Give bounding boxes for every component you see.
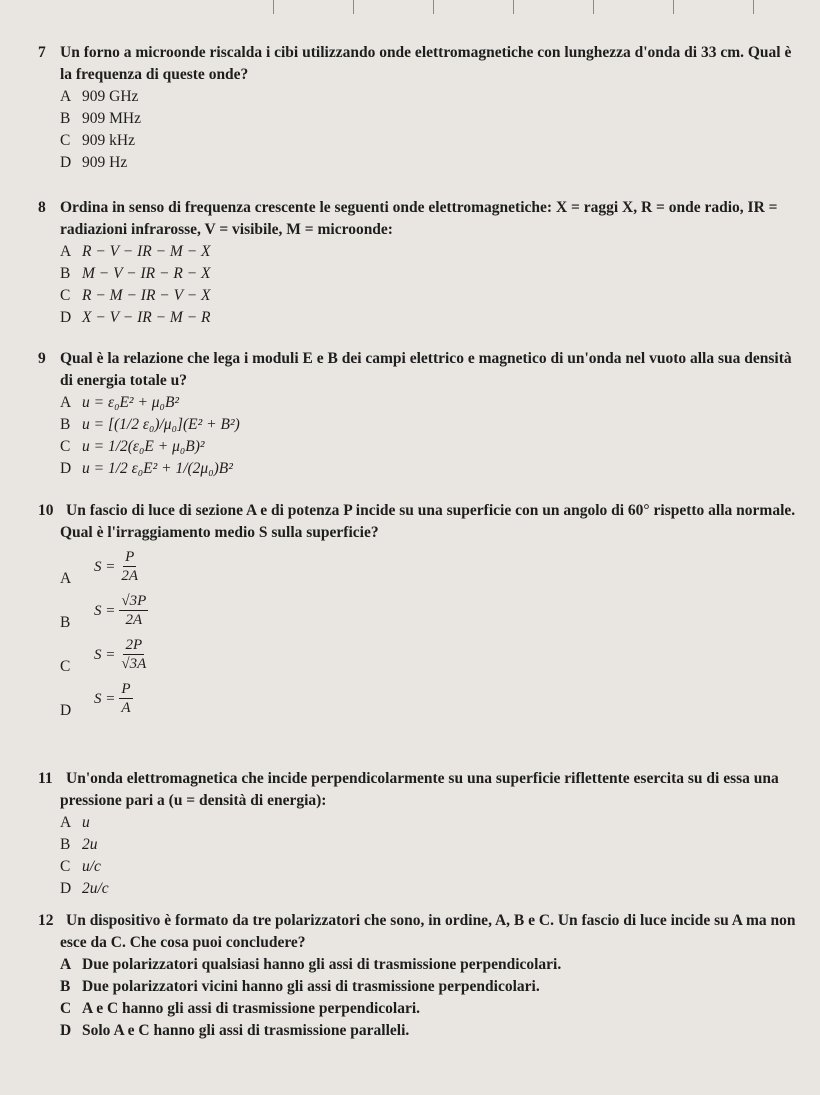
question-text: Un'onda elettromagnetica che incide perpendicolarmente su una superficie riflettente esercita su di essa una pressione pari a (u = densità di energia): bbox=[60, 770, 779, 809]
option-letter: D bbox=[60, 460, 72, 477]
option-b[interactable] bbox=[38, 592, 798, 636]
option-c[interactable] bbox=[38, 998, 798, 1020]
question-9 bbox=[38, 348, 798, 480]
option-letter: A bbox=[60, 394, 72, 411]
option-c[interactable] bbox=[38, 285, 798, 307]
option-c[interactable] bbox=[38, 436, 798, 458]
option-text: u/c bbox=[82, 858, 101, 875]
formula bbox=[94, 548, 140, 585]
option-text: R − V − IR − M − X bbox=[82, 243, 211, 260]
option-a[interactable] bbox=[38, 86, 798, 108]
option-text: 909 Hz bbox=[82, 154, 128, 171]
option-letter: C bbox=[60, 858, 71, 875]
option-b[interactable] bbox=[38, 108, 798, 130]
formula-denominator: √3A bbox=[121, 656, 147, 672]
option-letter: D bbox=[60, 702, 72, 719]
formula-lhs: S = bbox=[94, 690, 116, 707]
option-a[interactable] bbox=[38, 392, 798, 414]
question-text: Un dispositivo è formato da tre polarizzatori che sono, in ordine, A, B e C. Un fascio di luce incide su A ma non esce da C. Che cosa puoi concludere? bbox=[60, 912, 796, 951]
question-number: 11 bbox=[38, 770, 53, 787]
option-text: 2u/c bbox=[82, 880, 109, 897]
option-letter: B bbox=[60, 614, 71, 631]
option-b[interactable] bbox=[38, 263, 798, 285]
option-text: u = 1/2 ε₀E² + 1/(2μ₀)B² bbox=[82, 460, 233, 477]
question-7 bbox=[38, 42, 798, 174]
formula-numerator: P bbox=[125, 549, 135, 565]
formula bbox=[94, 592, 148, 629]
formula-denominator: 2A bbox=[125, 612, 143, 628]
formula-lhs: S = bbox=[94, 602, 116, 619]
option-letter: A bbox=[60, 243, 72, 260]
option-letter: D bbox=[60, 154, 72, 171]
question-11 bbox=[38, 768, 798, 900]
option-letter: A bbox=[60, 570, 72, 587]
option-d[interactable] bbox=[38, 1020, 798, 1042]
formula-numerator: P bbox=[121, 681, 131, 697]
option-a[interactable] bbox=[38, 954, 798, 976]
option-letter: B bbox=[60, 265, 71, 282]
question-12 bbox=[38, 910, 798, 1042]
formula-numerator: 2P bbox=[125, 637, 143, 653]
option-letter: C bbox=[60, 287, 71, 304]
option-letter: C bbox=[60, 438, 71, 455]
option-a[interactable] bbox=[38, 241, 798, 263]
formula-denominator: 2A bbox=[121, 568, 139, 584]
option-d[interactable] bbox=[38, 878, 798, 900]
formula-lhs: S = bbox=[94, 558, 116, 575]
option-text: A e C hanno gli assi di trasmissione perpendicolari. bbox=[82, 1000, 421, 1017]
question-text: Ordina in senso di frequenza crescente le seguenti onde elettromagnetiche: X = raggi X, R = onde radio, IR = radiazioni infrarosse, V = visibile, M = microonde: bbox=[60, 199, 778, 238]
option-d[interactable] bbox=[38, 680, 798, 724]
option-text: u bbox=[82, 814, 90, 831]
option-a[interactable] bbox=[38, 812, 798, 834]
option-text: X − V − IR − M − R bbox=[82, 309, 211, 326]
option-text: 909 GHz bbox=[82, 88, 139, 105]
option-letter: A bbox=[60, 88, 72, 105]
question-text: Un fascio di luce di sezione A e di potenza P incide su una superficie con un angolo di 60° rispetto alla normale. Qual è l'irraggiamento medio S sulla superficie? bbox=[60, 502, 796, 541]
option-letter: D bbox=[60, 1022, 72, 1039]
option-text: Due polarizzatori vicini hanno gli assi di trasmissione perpendicolari. bbox=[82, 978, 540, 995]
option-b[interactable] bbox=[38, 414, 798, 436]
question-10 bbox=[38, 500, 798, 724]
option-text: Due polarizzatori qualsiasi hanno gli assi di trasmissione perpendicolari. bbox=[82, 956, 562, 973]
option-text: u = 1/2(ε₀E + μ₀B)² bbox=[82, 438, 205, 455]
option-letter: A bbox=[60, 956, 72, 973]
question-text: Qual è la relazione che lega i moduli E e B dei campi elettrico e magnetico di un'onda nel vuoto alla sua densità di energia totale u? bbox=[60, 350, 792, 389]
option-c[interactable] bbox=[38, 636, 798, 680]
option-text: M − V − IR − R − X bbox=[82, 265, 211, 282]
option-letter: C bbox=[60, 132, 71, 149]
option-text: 909 kHz bbox=[82, 132, 135, 149]
option-c[interactable] bbox=[38, 856, 798, 878]
option-letter: C bbox=[60, 658, 71, 675]
option-b[interactable] bbox=[38, 834, 798, 856]
option-letter: B bbox=[60, 836, 71, 853]
question-number: 8 bbox=[38, 199, 46, 216]
option-letter: D bbox=[60, 309, 72, 326]
option-letter: B bbox=[60, 978, 71, 995]
option-letter: C bbox=[60, 1000, 72, 1017]
formula-numerator: √3P bbox=[121, 593, 147, 609]
option-d[interactable] bbox=[38, 458, 798, 480]
option-letter: B bbox=[60, 416, 71, 433]
option-c[interactable] bbox=[38, 130, 798, 152]
formula-lhs: S = bbox=[94, 646, 116, 663]
option-d[interactable] bbox=[38, 307, 798, 329]
option-letter: B bbox=[60, 110, 71, 127]
question-number: 9 bbox=[38, 350, 46, 367]
formula bbox=[94, 680, 133, 717]
option-text: R − M − IR − V − X bbox=[82, 287, 211, 304]
option-text: 909 MHz bbox=[82, 110, 141, 127]
option-letter: A bbox=[60, 814, 72, 831]
option-d[interactable] bbox=[38, 152, 798, 174]
option-a[interactable] bbox=[38, 548, 798, 592]
option-text: Solo A e C hanno gli assi di trasmissione paralleli. bbox=[82, 1022, 410, 1039]
option-text: u = ε₀E² + μ₀B² bbox=[82, 394, 180, 411]
option-text: 2u bbox=[82, 836, 98, 853]
formula bbox=[94, 636, 148, 673]
option-b[interactable] bbox=[38, 976, 798, 998]
option-letter: D bbox=[60, 880, 72, 897]
question-number: 12 bbox=[38, 912, 54, 929]
question-number: 10 bbox=[38, 502, 54, 519]
question-text: Un forno a microonde riscalda i cibi utilizzando onde elettromagnetiche con lunghezza d'onda di 33 cm. Qual è la frequenza di queste onde? bbox=[60, 44, 792, 83]
question-number: 7 bbox=[38, 44, 46, 61]
formula-denominator: A bbox=[121, 700, 131, 716]
question-8 bbox=[38, 197, 798, 329]
option-text: u = [(1/2 ε₀)/μ₀](E² + B²) bbox=[82, 416, 240, 433]
